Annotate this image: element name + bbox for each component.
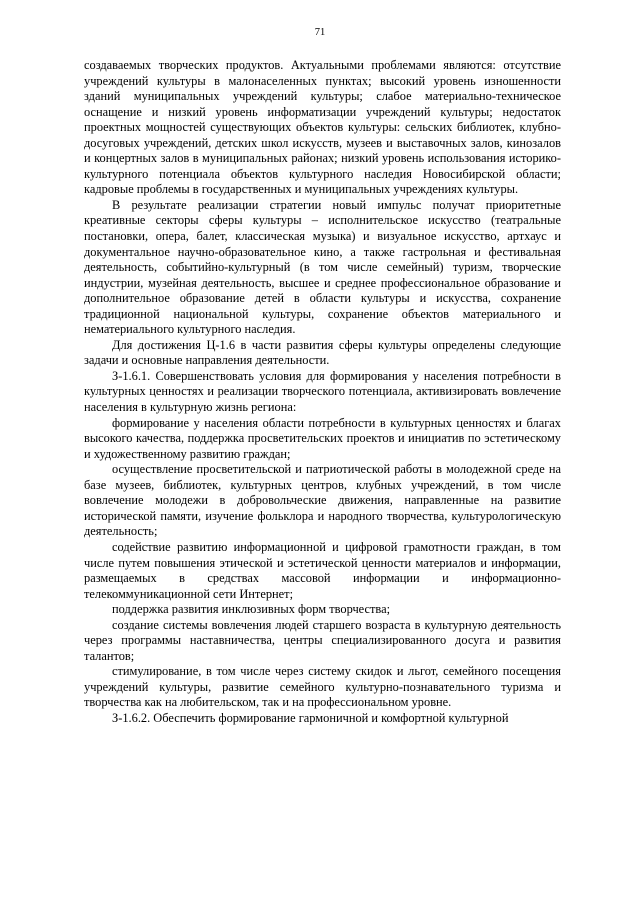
task-heading: З-1.6.2. Обеспечить формирование гармоничной и комфортной культурной (112, 710, 509, 725)
list-item: формирование у населения области потребности в культурных ценностях и благах высокого качества, поддержка просветительских проектов и инициатив по эстетическому и художественному развитию граждан; (84, 415, 561, 461)
paragraph: В результате реализации стратегии новый импульс получат приоритетные креативные секторы сферы культуры – исполнительское искусство (театральные постановки, опера, балет, классическая музыка) и визуальное искусство, артхаус и документальное научно-образовательное кино, а также гастрольная и фестивальная деятельность, событийно-культурный (в том числе семейный) туризм, творческие индустрии, музейная деятельность, высшее и среднее профессиональное образование и дополнительное образование детей в области культуры и искусства, сохранение традиционной национальной культуры, сохранение объектов материального и нематериального культурного наследия. (84, 197, 561, 337)
body-text (84, 58, 561, 727)
list-item: осуществление просветительской и патриотической работы в молодежной среде на базе музеев, библиотек, культурных центров, клубных учреждений, в том числе вовлечение молодежи в добровольческие движения, направленные на развитие исторической памяти, изучение фольклора и народного творчества, культурологическую деятельность; (84, 462, 561, 539)
list-item: создание системы вовлечения людей старшего возраста в культурную деятельность через программы наставничества, центры специализированного досуга и развития талантов; (84, 617, 561, 663)
page-number: 71 (314, 27, 326, 38)
list-item: содействие развитию информационной и цифровой грамотности граждан, в том числе путем повышения этической и эстетической ценности материалов и информации, размещаемых в средствах массовой информации и информационно-телекоммуникационной сети Интернет; (84, 539, 561, 601)
list-item: поддержка развития инклюзивных форм творчества; (112, 602, 391, 617)
list-item: стимулирование, в том числе через систему скидок и льгот, семейного посещения учреждений культуры, развитие семейного культурно-познавательного туризма и творчества как на любительском, так и на профессиональном уровне. (84, 664, 561, 710)
task-heading: З-1.6.1. Совершенствовать условия для формирования у населения потребности в культурных ценностях и реализации творческого потенциала, активизировать вовлечение населения в культурную жизнь региона: (84, 368, 561, 415)
paragraph: создаваемых творческих продуктов. Актуальными проблемами являются: отсутствие учреждений культуры в малонаселенных пунктах; высокий уровень изношенности зданий муниципальных учреждений культуры; слабое материально-техническое оснащение и низкий уровень информатизации учреждений культуры; недостаток проектных мощностей существующих объектов культуры: сельских библиотек, клубно-досуговых учреждений, детских школ искусств, музеев и выставочных залов, кинозалов и концертных залов в муниципальных районах; низкий уровень использования историко-культурного потенциала объектов культурного наследия Новосибирской области; кадровые проблемы в государственных и муниципальных учреждениях культуры. (84, 58, 561, 197)
paragraph: Для достижения Ц-1.6 в части развития сферы культуры определены следующие задачи и основные направления деятельности. (84, 337, 561, 368)
